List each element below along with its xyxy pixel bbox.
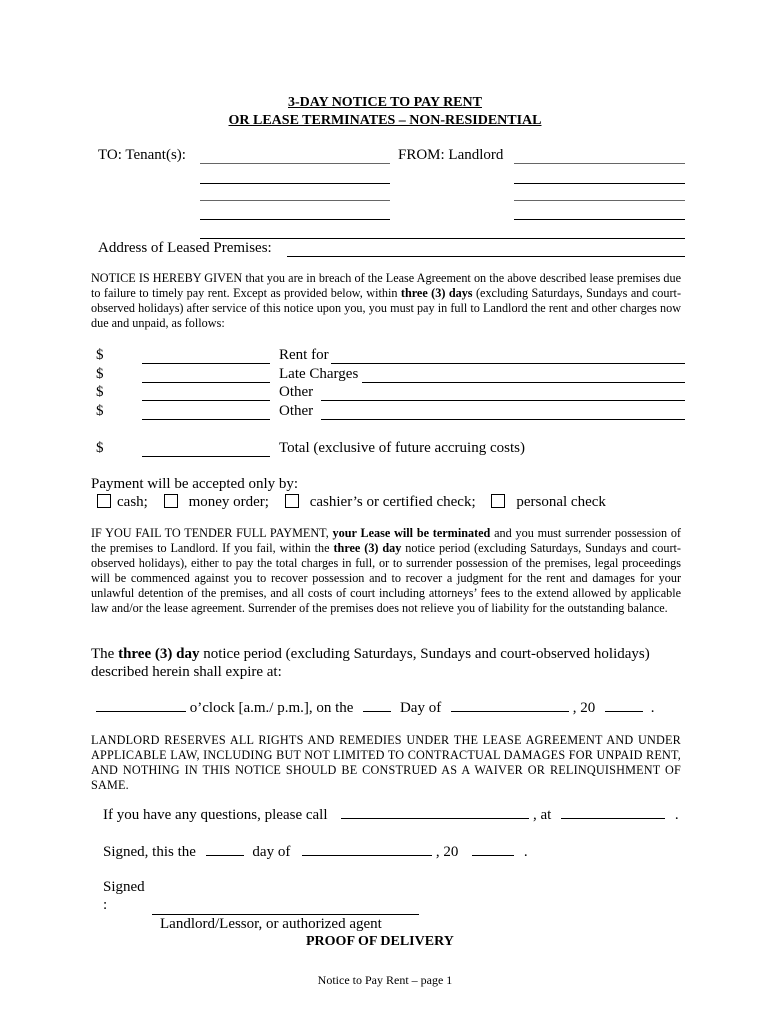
description-field-late[interactable]: [362, 382, 685, 383]
to-tenant-label: TO: Tenant(s):: [98, 147, 186, 163]
landlord-field-4[interactable]: [514, 219, 685, 220]
questions-row: [103, 806, 679, 824]
phone-contact-field[interactable]: [341, 806, 529, 819]
option-cashiers-check[interactable]: cashier’s or certified check;: [285, 494, 476, 510]
option-personal-check[interactable]: personal check: [491, 494, 606, 510]
title-line-2: OR LEASE TERMINATES – NON-RESIDENTIAL: [228, 113, 542, 128]
signed-colon: :: [103, 897, 108, 913]
payment-options: [97, 494, 606, 511]
from-landlord-label: FROM: Landlord: [398, 147, 504, 163]
sign-day-field[interactable]: [206, 843, 244, 856]
period: .: [650, 700, 655, 716]
description-field-other-2[interactable]: [321, 419, 685, 420]
landlord-field-1[interactable]: [514, 163, 685, 164]
description-field-rent[interactable]: [331, 363, 685, 364]
charge-label: Late Charges: [279, 366, 359, 382]
option-cash[interactable]: cash;: [97, 494, 148, 510]
amount-field-total[interactable]: [142, 456, 270, 457]
dollar-sign: $: [96, 347, 104, 363]
dollar-sign: $: [96, 384, 104, 400]
dollar-sign: $: [96, 440, 104, 456]
landlord-field-3[interactable]: [514, 200, 685, 201]
address-field-1[interactable]: [200, 238, 685, 239]
day-number-field[interactable]: [363, 699, 391, 712]
at-text: , at: [533, 807, 552, 823]
option-money-order[interactable]: money order;: [164, 494, 269, 510]
day-of-text: Day of: [399, 700, 442, 716]
amount-field-other-1[interactable]: [142, 400, 270, 401]
tenant-field-1[interactable]: [200, 163, 390, 164]
amount-field-rent[interactable]: [142, 363, 270, 364]
period: .: [674, 807, 679, 823]
sign-year-field[interactable]: [472, 843, 514, 856]
checkbox[interactable]: [491, 494, 505, 508]
expire-line-1: The three (3) day notice period (excluding Saturdays, Sundays and court-observed holidays): [91, 646, 650, 662]
expire-line-2: described herein shall expire at:: [91, 664, 282, 680]
time-field[interactable]: [96, 699, 186, 712]
amount-field-late[interactable]: [142, 382, 270, 383]
oclock-text: o’clock [a.m./ p.m.], on the: [189, 700, 354, 716]
year-prefix: , 20: [572, 700, 596, 716]
tenant-field-2[interactable]: [200, 183, 390, 184]
dollar-sign: $: [96, 403, 104, 419]
checkbox[interactable]: [97, 494, 111, 508]
year-field[interactable]: [605, 699, 643, 712]
address-field-2[interactable]: [287, 256, 685, 257]
reserves-paragraph: LANDLORD RESERVES ALL RIGHTS AND REMEDIES UNDER THE LEASE AGREEMENT AND UNDER APPLICABLE LAW, INCLUDING BUT NOT LIMITED TO CONTRACTUAL DAMAGES FOR UNPAID RENT, AND NOTHING IN THIS NOTICE SHOULD BE CONSTRUED AS A WAIVER OR RELINQUISHMENT OF SAME.: [91, 733, 681, 792]
month-field[interactable]: [451, 699, 569, 712]
payment-label: Payment will be accepted only by:: [91, 476, 299, 492]
signed-label: Signed: [103, 879, 145, 895]
signature-caption: Landlord/Lessor, or authorized agent: [160, 916, 382, 932]
description-field-other-1[interactable]: [321, 400, 685, 401]
day-of-text: day of: [252, 844, 291, 860]
tenant-field-4[interactable]: [200, 219, 390, 220]
dollar-sign: $: [96, 366, 104, 382]
period: .: [523, 844, 528, 860]
fail-paragraph: IF YOU FAIL TO TENDER FULL PAYMENT, your Lease will be terminated and you must surrender possession of the premises to Landlord. If you fail, within the three (3) day notice period (excluding Saturdays, Sundays and court-observed holidays), either to pay the total charges in full, or to surrender possession of the premises, legal proceedings will be commenced against you to recover possession and to recover a judgment for the rent and damages for your unlawful detention of the premises, and all costs of court including attorneys’ fees to the extend allowed by applicable law and/or the lease agreement. Surrender of the premises does not relieve you of liability for the outstanding balance.: [91, 526, 681, 615]
amount-field-other-2[interactable]: [142, 419, 270, 420]
year-prefix: , 20: [435, 844, 459, 860]
charge-label: Other: [279, 403, 314, 419]
charge-label: Other: [279, 384, 314, 400]
questions-text: If you have any questions, please call: [103, 807, 328, 823]
charge-label: Rent for: [279, 347, 329, 363]
total-label: Total (exclusive of future accruing costs): [279, 440, 525, 456]
page-footer: Notice to Pay Rent – page 1: [317, 973, 453, 987]
signed-date-row: [103, 843, 528, 861]
address-label: Address of Leased Premises:: [98, 240, 272, 256]
notice-paragraph: NOTICE IS HEREBY GIVEN that you are in breach of the Lease Agreement on the above described lease premises due to failure to timely pay rent. Except as provided below, within three (3) days (excluding Saturdays, Sundays and court-observed holidays) after service of this notice upon you, you must pay in full to Landlord the rent and other charges now due and unpaid, as follows:: [91, 271, 682, 330]
proof-of-delivery-heading: PROOF OF DELIVERY: [306, 934, 454, 949]
signature-field[interactable]: [152, 914, 419, 915]
expiration-row: [96, 699, 654, 717]
checkbox[interactable]: [164, 494, 178, 508]
title-line-1: 3-DAY NOTICE TO PAY RENT: [288, 95, 482, 110]
sign-month-field[interactable]: [302, 843, 432, 856]
signed-this-text: Signed, this the: [103, 844, 196, 860]
tenant-field-3[interactable]: [200, 200, 390, 201]
phone-number-field[interactable]: [561, 806, 665, 819]
landlord-field-2[interactable]: [514, 183, 685, 184]
checkbox[interactable]: [285, 494, 299, 508]
